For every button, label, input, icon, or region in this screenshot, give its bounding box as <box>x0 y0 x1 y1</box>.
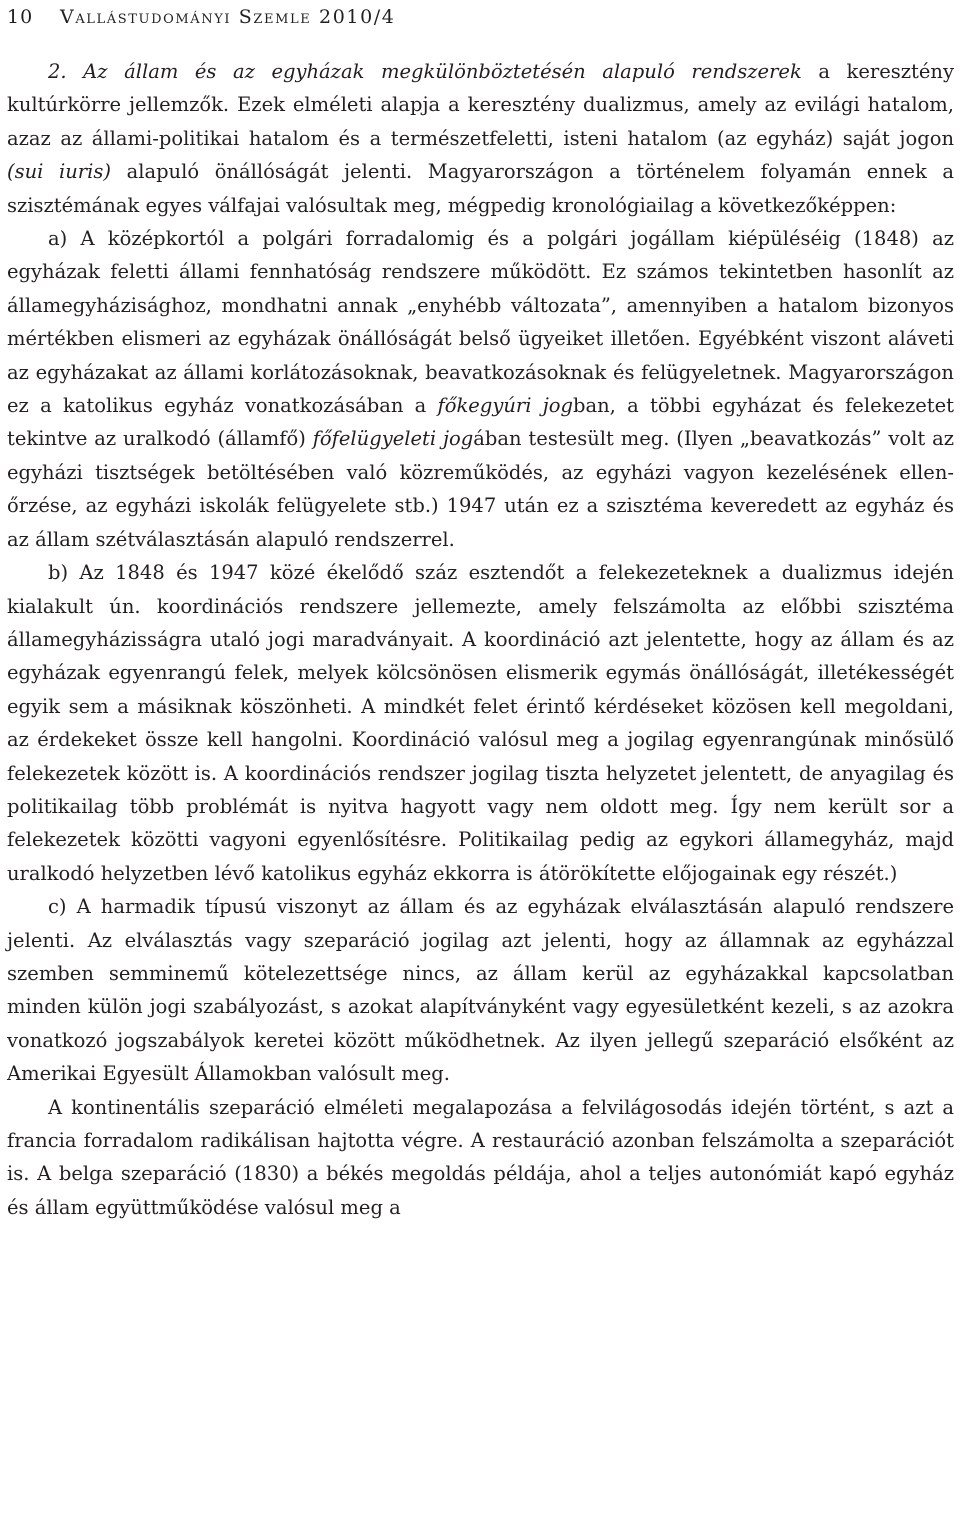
paragraph <box>7 1091 954 1225</box>
italic-text-segment: főkegyúri jog <box>437 394 573 418</box>
italic-text-segment: 2. Az állam és az egyházak megkülönböztetésén alapuló rendszerek <box>48 60 802 83</box>
paragraph <box>7 556 954 890</box>
body-text <box>7 55 954 1224</box>
paragraph <box>7 55 954 222</box>
text-segment: a keresztény kultúrkörre jellemzők. Ezek elméleti alapja a keresztény dualizmus, amely az evilági hatalom, azaz az állami-politikai hatalom és a természetfeletti, isteni hatalom (az egyház) saját jogon <box>7 60 954 150</box>
italic-text-segment: (sui iuris) <box>7 160 111 184</box>
document-page <box>7 0 954 1224</box>
text-segment: alapuló önállóságát jelenti. Magyarországon a történelem folyamán ennek a szisztémának egyes válfajai valósultak meg, mégpedig kronológiailag a következőképpen: <box>7 160 955 217</box>
running-header <box>7 2 954 32</box>
text-segment: ban, a többi egyházat és felekezetet tekintve az uralkodó (államfő) <box>7 394 954 451</box>
paragraph <box>7 890 954 1090</box>
text-segment: b) Az 1848 és 1947 közé ékelődő száz esztendőt a felekezeteknek a dualizmus idején kialakult ún. koordinációs rendszere jellemezte, amely felszámolta az előbbi szisztéma államegyházisságra utaló jogi maradványait. A koordináció azt jelentette, hogy az állam és az egyházak egyenrangú felek, melyek kölcsönösen elismerik egymás önállóságát, illetékességét egyik sem a másiknak köszönheti. A mindkét felet érintő kérdéseket közösen kell megoldani, az érdekeket össze kell hangolni. Koordináció valósul meg a jogilag egyenrangúnak minősülő felekezetek között is. A koordinációs rendszer jogilag tiszta helyzetet jelentett, de anyagilag és politikailag több problémát is nyitva hagyott vagy nem oldott meg. Így nem került sor a felekezetek közötti vagyoni egyenlősítésre. Politikailag pedig az egykori államegyház, majd uralkodó helyzetben lévő katolikus egyház ekkorra is átörökítette előjogainak egy részét.) <box>7 561 954 885</box>
text-segment: c) A harmadik típusú viszonyt az állam és az egyházak elválasztásán alapuló rendszere jelenti. Az elválasztás vagy szeparáció jogilag azt jelenti, hogy az államnak az egyházzal szemben semminemű kötelezettsége nincs, az állam kerül az egyházakkal kapcsolatban minden külön jogi szabályozást, s azokat alapítványként vagy egyesületként kezeli, s az azokra vonatkozó jogszabályok keretei között működhetnek. Az ilyen jellegű szeparáció elsőként az Amerikai Egyesült Államokban valósult meg. <box>7 895 954 1086</box>
page-number: 10 <box>7 6 34 28</box>
text-segment: A kontinentális szeparáció elméleti megalapozása a felvilágosodás idején történt, s azt a francia forradalom radikálisan hajtotta végre. A restauráció azonban felszámolta a szeparációt is. A belga szeparáció (1830) a békés megoldás példája, ahol a teljes autonómiát kapó egyház és állam együttműködése valósul meg a <box>7 1095 954 1219</box>
italic-text-segment: főfelügyeleti jog <box>312 427 474 451</box>
text-segment: ában testesült meg. (Ilyen „beavatkozás” volt az egyházi tisztségek betöltésében való közreműködés, az egyházi vagyon kezelésének ellenőrzése, az egyházi iskolák felügyelete stb.) 1947 után ez a szisztéma keveredett az egyház és az állam szétválasztásán alapuló rendszerrel. <box>7 427 954 551</box>
text-segment: a) A középkortól a polgári forradalomig és a polgári jogállam kiépüléséig (1848) az egyházak feletti állami fennhatóság rendszere működött. Ez számos tekintetben hasonlít az államegyházisághoz, mondhatni annak „enyhébb változata”, amennyiben a hatalom bizonyos mértékben elismeri az egyházak önállóságát belső ügyeiket illetően. Egyébként viszont aláveti az egyházakat az állami korlátozásoknak, beavatkozásoknak és felügyeletnek. Magyarországon ez a katolikus egyház vonatkozásában a <box>7 227 954 418</box>
journal-title: Vallástudományi Szemle 2010/4 <box>60 6 396 28</box>
paragraph <box>7 222 954 556</box>
